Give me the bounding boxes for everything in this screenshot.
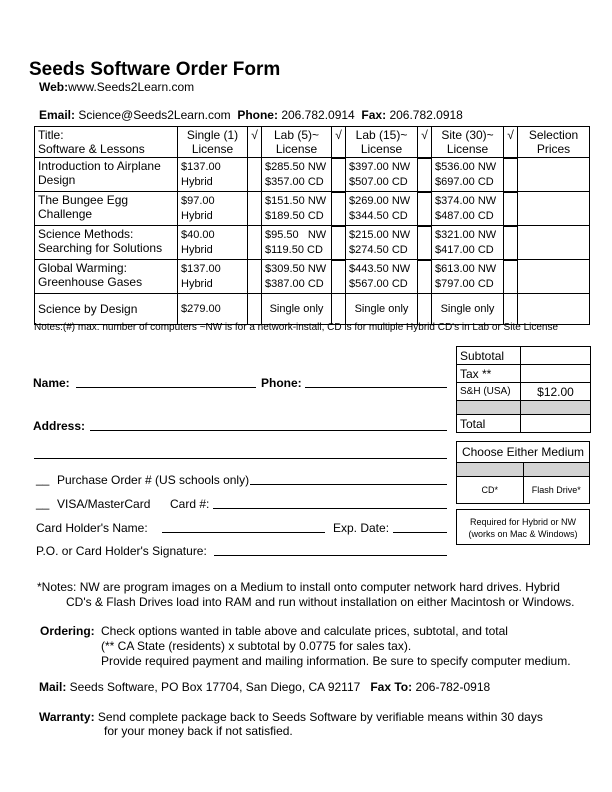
lab15-price: $215.00 NW $274.50 CD — [346, 226, 418, 260]
lab15-price: $269.00 NW $344.50 CD — [346, 192, 418, 226]
lab5-note: Single only — [262, 294, 332, 325]
checkbox-lab15[interactable] — [418, 158, 432, 192]
address-label: Address: — [33, 419, 86, 433]
selection-price-field[interactable] — [518, 158, 590, 192]
checkbox-single[interactable] — [248, 260, 262, 294]
ordering-line-2: (** CA State (residents) x subtotal by 0.0775 for sales tax). — [101, 639, 412, 653]
email-label: Email: — [39, 108, 76, 122]
site-price: $374.00 NW $487.00 CD — [432, 192, 504, 226]
checkbox-lab15[interactable] — [418, 226, 432, 260]
lab15-price: $443.50 NW $567.00 CD — [346, 260, 418, 294]
single-price: $40.00 Hybrid — [178, 226, 248, 260]
phone-field[interactable] — [305, 387, 447, 388]
lab5-price: $95.50 NW $119.50 CD — [262, 226, 332, 260]
table-row — [35, 260, 590, 294]
web-label: Web: — [39, 80, 69, 94]
total-field[interactable] — [521, 415, 591, 433]
header-check: √ — [418, 127, 432, 158]
checkbox-single[interactable] — [248, 226, 262, 260]
phone-value: 206.782.0914 — [281, 108, 355, 122]
card-holder-field[interactable] — [162, 532, 325, 533]
web-value[interactable]: www.Seeds2Learn.com — [68, 80, 195, 94]
product-title: Science by Design — [35, 294, 178, 325]
checkbox-lab5[interactable] — [332, 192, 346, 226]
single-price: $279.00 — [178, 294, 248, 325]
table-row — [35, 158, 590, 192]
total-label: Total — [457, 415, 521, 433]
po-field[interactable] — [250, 484, 447, 485]
lab15-note: Single only — [346, 294, 418, 325]
fax-label: Fax: — [361, 108, 387, 122]
notes-line-2: CD's & Flash Drives load into RAM and run without installation on either Macintosh or Windows. — [66, 595, 575, 609]
subtotal-label: Subtotal — [457, 347, 521, 365]
name-field[interactable] — [76, 387, 256, 388]
selection-price-field[interactable] — [518, 192, 590, 226]
shaded-cell — [521, 401, 591, 415]
header-selection: Selection Prices — [518, 127, 590, 158]
medium-check-row — [457, 463, 589, 477]
signature-field[interactable] — [214, 555, 447, 556]
header-check: √ — [504, 127, 518, 158]
product-title: Global Warming: Greenhouse Gases — [35, 260, 178, 294]
po-checkbox[interactable]: __ — [36, 472, 50, 486]
cd-check[interactable] — [457, 463, 524, 476]
warranty-line-2: for your money back if not satisfied. — [104, 724, 293, 738]
checkbox-site[interactable] — [504, 260, 518, 294]
lab15-price: $397.00 NW $507.00 CD — [346, 158, 418, 192]
header-check: √ — [248, 127, 262, 158]
ordering-line-1: Check options wanted in table above and calculate prices, subtotal, and total — [101, 624, 508, 638]
lab5-price: $285.50 NW $357.00 CD — [262, 158, 332, 192]
signature-label: P.O. or Card Holder's Signature: — [36, 544, 207, 558]
checkbox-single[interactable] — [248, 158, 262, 192]
lab5-price: $309.50 NW $387.00 CD — [262, 260, 332, 294]
phone-label: Phone: — [237, 108, 278, 122]
visa-checkbox[interactable]: __ — [36, 496, 50, 510]
mail-line: Mail: Seeds Software, PO Box 17704, San Diego, CA 92117 Fax To: 206-782-0918 — [39, 680, 491, 694]
phone-label: Phone: — [261, 376, 302, 390]
website — [39, 80, 194, 94]
checkbox-single[interactable] — [248, 192, 262, 226]
ordering-line-3: Provide required payment and mailing information. Be sure to specify computer medium. — [101, 654, 571, 668]
tax-label: Tax ** — [457, 365, 521, 383]
site-price: $613.00 NW $797.00 CD — [432, 260, 504, 294]
header-lab15: Lab (15)~ License — [346, 127, 418, 158]
page-title: Seeds Software Order Form — [29, 59, 281, 80]
card-label: Card #: — [170, 497, 210, 511]
email-value[interactable]: Science@Seeds2Learn.com — [78, 108, 231, 122]
header-title: Title: Software & Lessons — [35, 127, 178, 158]
selection-price-field[interactable] — [518, 260, 590, 294]
flash-check[interactable] — [524, 463, 590, 476]
header-check: √ — [332, 127, 346, 158]
table-row — [35, 226, 590, 260]
warranty-line-1: Warranty: Send complete package back to Seeds Software by verifiable means within 30 days — [39, 710, 543, 724]
address-field-line-2[interactable] — [34, 458, 447, 459]
table-header-row — [35, 127, 590, 158]
table-row — [35, 192, 590, 226]
shaded-cell — [457, 401, 521, 415]
card-number-field[interactable] — [213, 508, 447, 509]
exp-date-label: Exp. Date: — [333, 521, 390, 535]
selection-price-field[interactable] — [518, 226, 590, 260]
contact-line — [39, 108, 463, 122]
product-title: Science Methods: Searching for Solutions — [35, 226, 178, 260]
product-title: The Bungee Egg Challenge — [35, 192, 178, 226]
summary-box — [456, 346, 591, 433]
checkbox-lab15[interactable] — [418, 192, 432, 226]
medium-heading: Choose Either Medium — [457, 442, 589, 463]
flash-drive-option[interactable]: Flash Drive* — [531, 485, 581, 495]
product-table — [34, 126, 590, 325]
checkbox-lab5[interactable] — [332, 226, 346, 260]
product-title: Introduction to Airplane Design — [35, 158, 178, 192]
fax-value: 206.782.0918 — [389, 108, 463, 122]
header-single: Single (1) License — [178, 127, 248, 158]
visa-label: VISA/MasterCard — [57, 497, 151, 511]
header-lab5: Lab (5)~ License — [262, 127, 332, 158]
checkbox-site[interactable] — [504, 226, 518, 260]
single-price: $137.00 Hybrid — [178, 158, 248, 192]
table-notes: Notes:(#) max. number of computers ~NW is for a network-install, CD is for multiple Hybrid CD's in Lab or Site License — [34, 322, 559, 333]
checkbox-lab15[interactable] — [418, 260, 432, 294]
medium-note: Required for Hybrid or NW (works on Mac & Windows) — [456, 509, 590, 545]
checkbox-lab5[interactable] — [332, 260, 346, 294]
medium-options — [457, 477, 589, 503]
checkbox-site[interactable] — [504, 158, 518, 192]
shipping-label: S&H (USA) — [457, 383, 521, 401]
exp-date-field[interactable] — [393, 532, 447, 533]
shipping-value: $12.00 — [521, 383, 591, 401]
lab5-price: $151.50 NW $189.50 CD — [262, 192, 332, 226]
medium-box — [456, 441, 590, 504]
checkbox-site[interactable] — [504, 192, 518, 226]
tax-field[interactable] — [521, 365, 591, 383]
name-label: Name: — [33, 376, 70, 390]
card-holder-label: Card Holder's Name: — [36, 521, 148, 535]
header-site30: Site (30)~ License — [432, 127, 504, 158]
site-price: $536.00 NW $697.00 CD — [432, 158, 504, 192]
single-price: $97.00 Hybrid — [178, 192, 248, 226]
single-price: $137.00 Hybrid — [178, 260, 248, 294]
checkbox-lab5[interactable] — [332, 158, 346, 192]
ordering-label: Ordering: — [40, 624, 95, 638]
notes-line-1: *Notes: NW are program images on a Medium to install onto computer network hard drives. Hybrid — [37, 580, 560, 594]
site-note: Single only — [432, 294, 504, 325]
subtotal-field[interactable] — [521, 347, 591, 365]
address-field[interactable] — [90, 430, 447, 431]
cd-option[interactable]: CD* — [457, 477, 524, 503]
po-label: Purchase Order # (US schools only) — [57, 473, 250, 487]
site-price: $321.00 NW $417.00 CD — [432, 226, 504, 260]
